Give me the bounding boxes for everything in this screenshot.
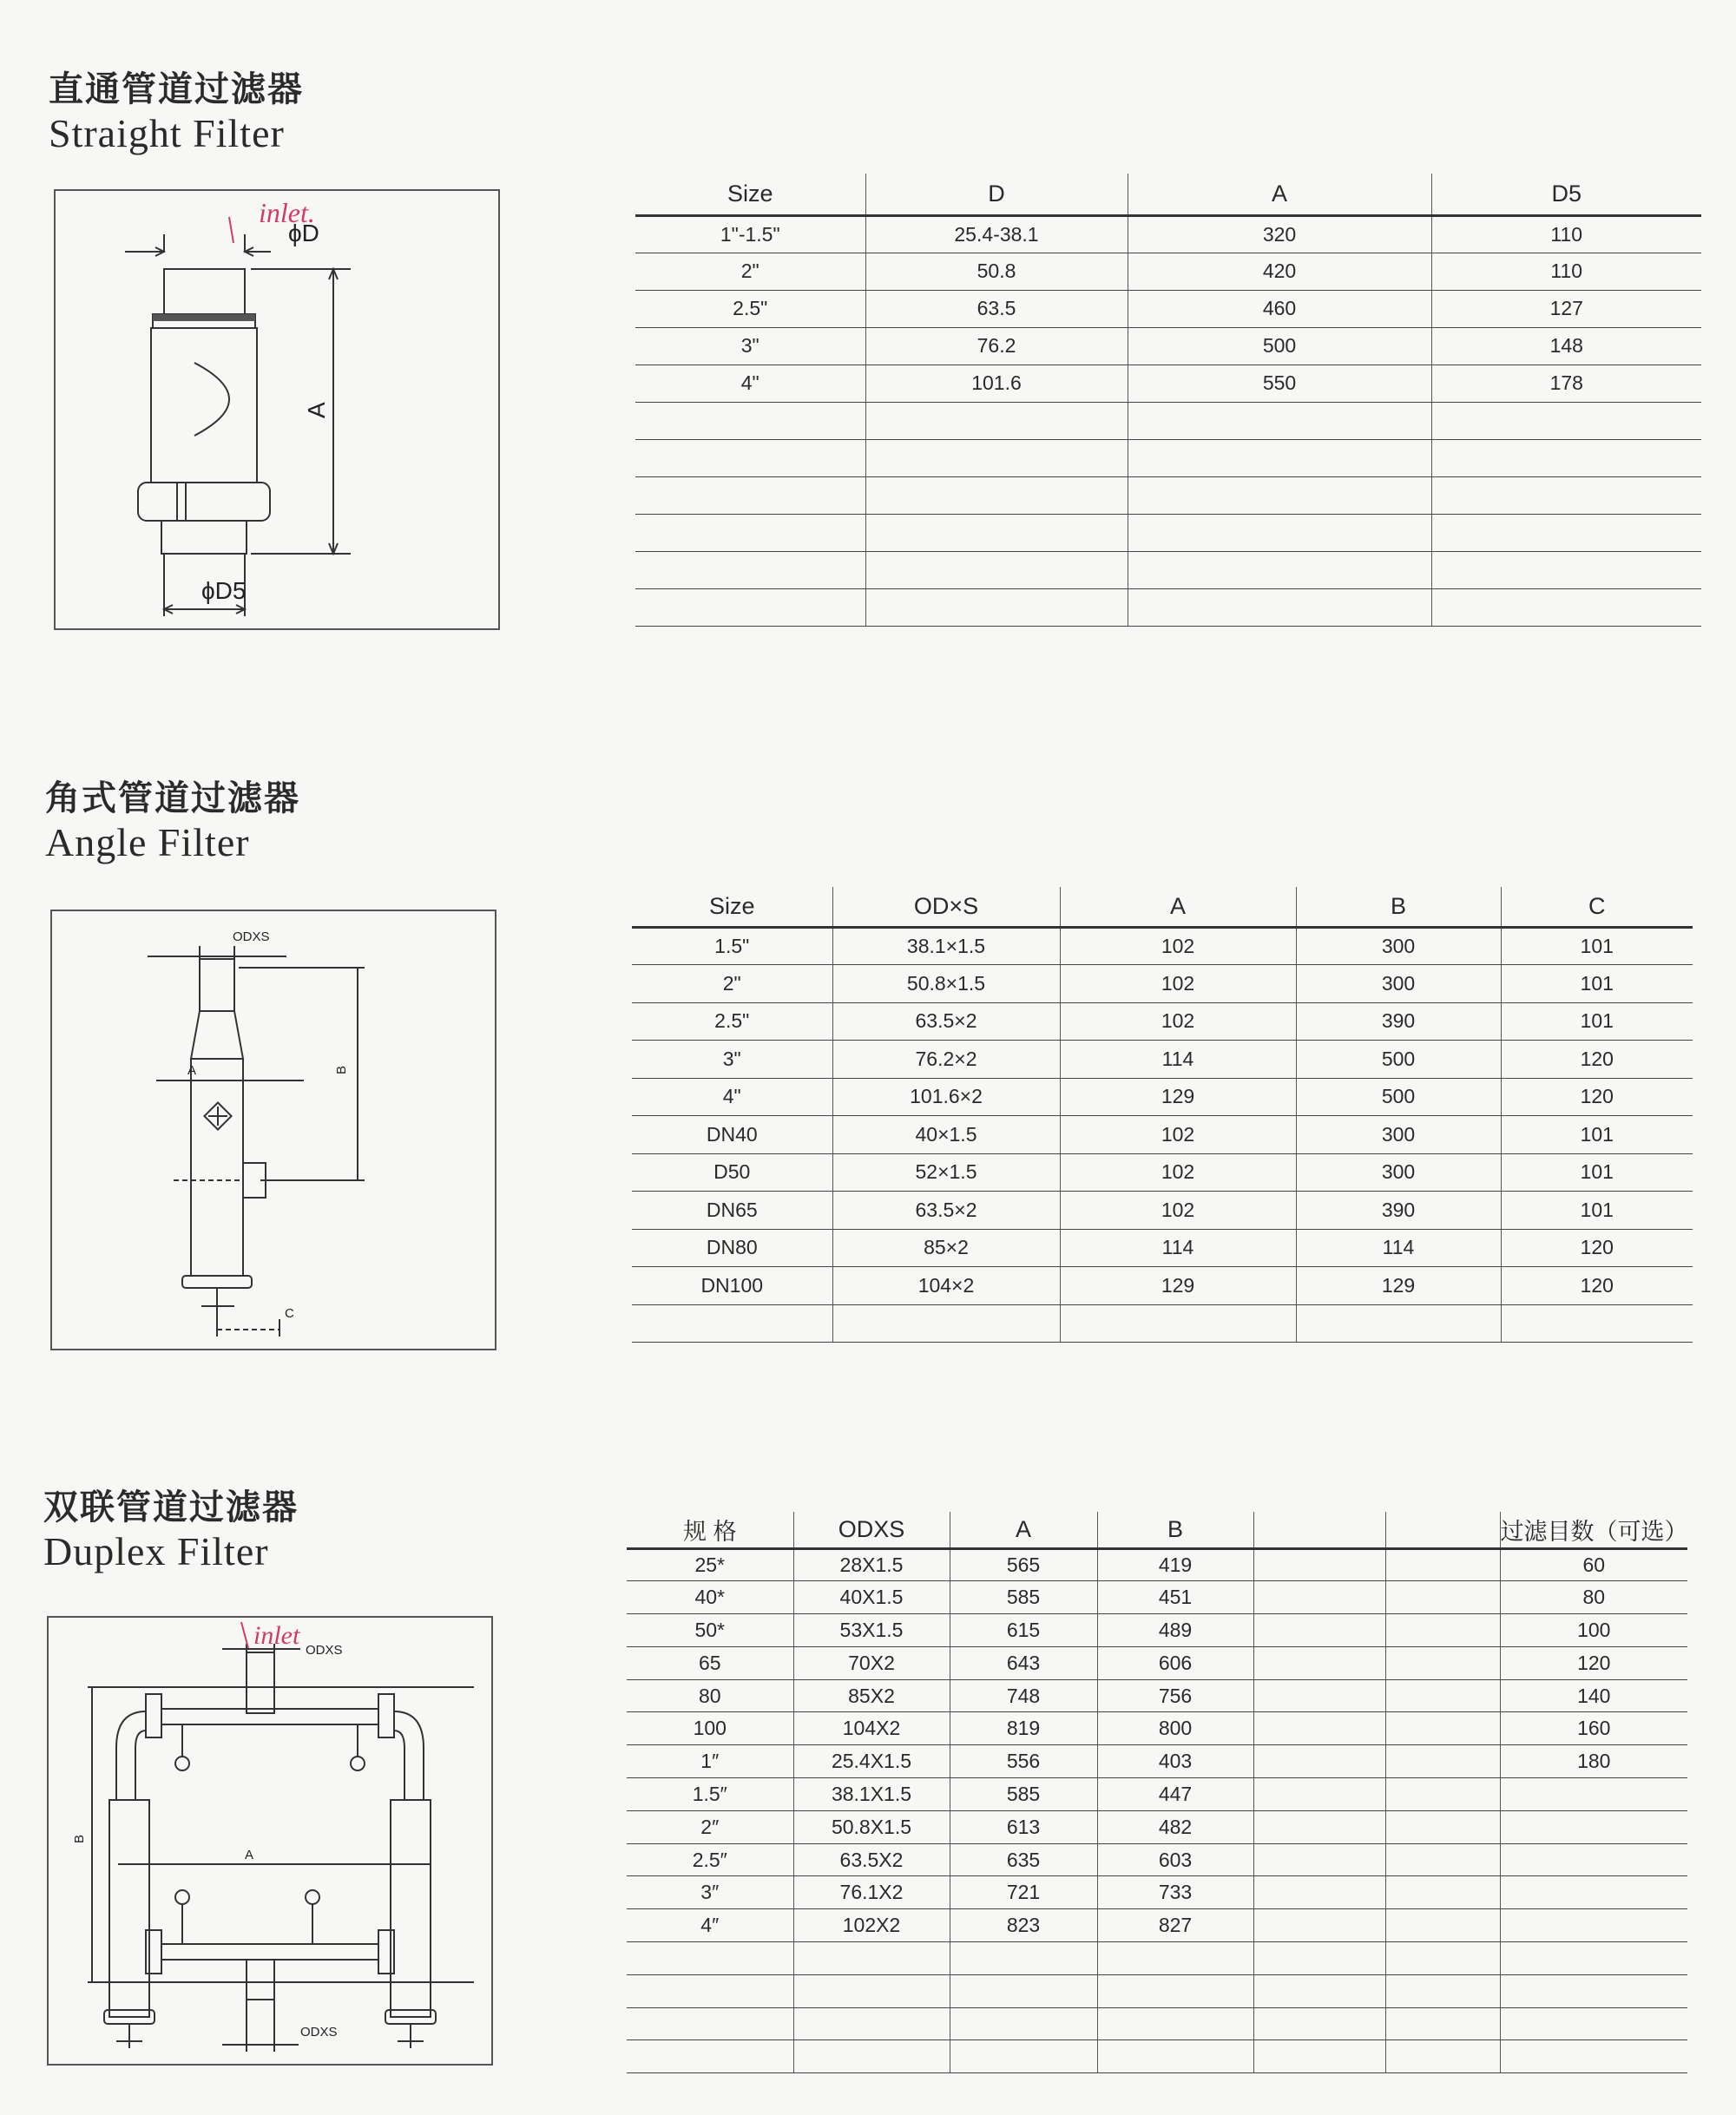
table-cell [1128,551,1431,588]
table-cell [793,2007,950,2040]
table-row [635,215,1701,253]
straight-header-col-2: A [1128,174,1431,215]
table-cell [1128,588,1431,626]
duplex-header-col-6: 过滤目数（可选） [1500,1512,1687,1548]
table-row [635,476,1701,514]
table-cell [1253,1745,1385,1778]
straight-filter-title-cn: 直通管道过滤器 [49,69,304,109]
duplex-label-odxs-top: ODXS [306,1643,343,1658]
table-cell: 101.6×2 [832,1078,1060,1116]
table-cell: D50 [632,1153,832,1192]
table-cell: 2" [632,965,832,1003]
table-cell [1060,1304,1296,1343]
table-cell [865,476,1128,514]
table-cell [627,1942,793,1975]
table-cell [1097,1942,1253,1975]
table-row [627,1810,1687,1843]
table-cell: 1.5″ [627,1778,793,1811]
table-cell [1128,402,1431,439]
table-row [627,1581,1687,1614]
table-cell [1296,1304,1501,1343]
angle-header-col-1: OD×S [832,887,1060,927]
table-cell: 300 [1296,927,1501,965]
table-cell: 101 [1501,965,1693,1003]
straight-label-d: ϕD [288,220,319,246]
table-row [627,2040,1687,2073]
table-cell: 3" [635,327,865,365]
table-row [632,1229,1693,1267]
table-row [627,1843,1687,1876]
table-cell: 63.5×2 [832,1192,1060,1230]
table-cell: 300 [1296,1116,1501,1154]
table-cell [1431,514,1701,551]
table-cell [1253,1646,1385,1679]
table-cell: 25.4-38.1 [865,215,1128,253]
table-cell: DN40 [632,1116,832,1154]
table-cell: 120 [1500,1646,1687,1679]
table-cell: 25.4X1.5 [793,1745,950,1778]
table-cell: 615 [950,1614,1097,1647]
straight-header-col-0: Size [635,174,865,215]
table-cell: 76.1X2 [793,1876,950,1909]
table-cell [1385,1876,1500,1909]
angle-filter-heading [45,777,300,865]
duplex-filter-diagram [47,1616,493,2066]
table-row [627,1712,1687,1745]
straight-inlet-annotation: inlet. [259,197,315,228]
table-cell: 104×2 [832,1267,1060,1305]
table-cell [635,402,865,439]
table-cell [1128,514,1431,551]
table-cell [1253,2040,1385,2073]
angle-label-c: C [285,1306,294,1321]
table-cell: 819 [950,1712,1097,1745]
table-cell: 390 [1296,1002,1501,1041]
table-cell: 110 [1431,253,1701,290]
table-row [632,1153,1693,1192]
table-cell: 76.2×2 [832,1041,1060,1079]
table-cell [1253,1810,1385,1843]
table-cell: 827 [1097,1909,1253,1942]
table-cell [1253,1876,1385,1909]
straight-label-d5: ϕD5 [201,577,247,604]
table-cell: 129 [1060,1078,1296,1116]
table-cell: 603 [1097,1843,1253,1876]
table-cell [1253,1974,1385,2007]
table-row [635,365,1701,402]
table-cell [1500,1909,1687,1942]
table-row [627,1876,1687,1909]
straight-label-a: A [303,402,330,418]
table-cell: 3" [632,1041,832,1079]
duplex-label-odxs-bottom: ODXS [300,2025,338,2039]
table-cell [1097,2007,1253,2040]
table-cell: 50.8X1.5 [793,1810,950,1843]
duplex-filter-heading [43,1486,299,1574]
table-cell: 180 [1500,1745,1687,1778]
table-cell: 2.5" [632,1002,832,1041]
table-cell [632,1304,832,1343]
duplex-filter-spec-table [627,1512,1687,2073]
table-cell: 823 [950,1909,1097,1942]
table-cell [1500,1810,1687,1843]
table-cell [865,439,1128,476]
duplex-header-col-1: ODXS [793,1512,950,1548]
table-cell: 76.2 [865,327,1128,365]
duplex-label-a: A [245,1848,254,1862]
table-cell: 100 [627,1712,793,1745]
table-cell: 390 [1296,1192,1501,1230]
table-cell: 101 [1501,1116,1693,1154]
table-cell: 420 [1128,253,1431,290]
table-cell [1253,1548,1385,1581]
table-cell [950,2040,1097,2073]
table-row [635,551,1701,588]
table-cell: 104X2 [793,1712,950,1745]
table-cell: 160 [1500,1712,1687,1745]
table-cell [1253,1843,1385,1876]
table-cell [793,1974,950,2007]
table-cell: 1.5" [632,927,832,965]
table-cell: 756 [1097,1679,1253,1712]
table-cell: 100 [1500,1614,1687,1647]
table-row [635,588,1701,626]
table-row [627,1942,1687,1975]
table-cell [1500,1843,1687,1876]
table-cell: 178 [1431,365,1701,402]
table-cell: 110 [1431,215,1701,253]
table-cell [1385,2040,1500,2073]
table-row [627,1646,1687,1679]
angle-label-b: B [334,1065,349,1074]
table-cell [1253,2007,1385,2040]
table-cell: 38.1×1.5 [832,927,1060,965]
table-cell [1385,1810,1500,1843]
straight-filter-diagram [54,189,500,630]
table-cell: 63.5X2 [793,1843,950,1876]
table-cell: 50* [627,1614,793,1647]
table-row [627,1548,1687,1581]
table-cell: 120 [1501,1041,1693,1079]
angle-header-col-3: B [1296,887,1501,927]
table-cell [1385,2007,1500,2040]
table-cell: 451 [1097,1581,1253,1614]
table-cell: 120 [1501,1267,1693,1305]
table-cell [1097,2040,1253,2073]
table-cell: 447 [1097,1778,1253,1811]
table-cell [1385,1679,1500,1712]
table-cell: 635 [950,1843,1097,1876]
table-row [635,514,1701,551]
table-cell [793,2040,950,2073]
duplex-header-col-2: A [950,1512,1097,1548]
table-cell: 148 [1431,327,1701,365]
table-cell: 1"-1.5" [635,215,865,253]
straight-filter-title-en: Straight Filter [49,111,285,155]
table-cell: 114 [1060,1041,1296,1079]
table-cell: 102X2 [793,1909,950,1942]
table-cell [1385,1778,1500,1811]
table-cell [1431,439,1701,476]
table-cell [865,514,1128,551]
table-cell: 489 [1097,1614,1253,1647]
table-cell: 85×2 [832,1229,1060,1267]
angle-label-a: A [187,1063,197,1078]
table-row [632,1002,1693,1041]
table-cell: 63.5 [865,290,1128,327]
table-cell [1385,1974,1500,2007]
table-cell: 114 [1296,1229,1501,1267]
duplex-header-col-5 [1385,1512,1500,1548]
table-cell [1385,1942,1500,1975]
table-cell: 52×1.5 [832,1153,1060,1192]
table-cell: 102 [1060,1116,1296,1154]
table-cell: 102 [1060,1192,1296,1230]
table-cell: 556 [950,1745,1097,1778]
table-cell [627,2007,793,2040]
table-cell [635,588,865,626]
table-row [627,1974,1687,2007]
table-cell [1385,1646,1500,1679]
table-cell: 2″ [627,1810,793,1843]
table-cell [1385,1712,1500,1745]
table-cell [1253,1942,1385,1975]
table-cell: 300 [1296,1153,1501,1192]
table-cell [627,1974,793,2007]
table-cell [1253,1581,1385,1614]
table-cell: 3″ [627,1876,793,1909]
table-row [632,1304,1693,1343]
duplex-filter-drawing [49,1618,491,2064]
table-cell: 585 [950,1581,1097,1614]
table-cell [1500,1876,1687,1909]
table-cell [1385,1843,1500,1876]
angle-header-col-4: C [1501,887,1693,927]
table-cell: 40X1.5 [793,1581,950,1614]
table-cell: 101.6 [865,365,1128,402]
table-cell: 53X1.5 [793,1614,950,1647]
table-cell: 127 [1431,290,1701,327]
table-row [627,1614,1687,1647]
table-cell: 120 [1501,1229,1693,1267]
table-row [632,927,1693,965]
angle-header-col-2: A [1060,887,1296,927]
straight-filter-drawing [56,191,498,628]
duplex-header-col-0: 规 格 [627,1512,793,1548]
table-cell [1385,1614,1500,1647]
table-cell [950,2007,1097,2040]
table-cell [1500,1974,1687,2007]
table-cell: 102 [1060,927,1296,965]
table-cell: 500 [1296,1041,1501,1079]
table-cell: 500 [1128,327,1431,365]
table-cell [865,402,1128,439]
straight-header-col-1: D [865,174,1128,215]
table-cell: 550 [1128,365,1431,402]
table-cell: 500 [1296,1078,1501,1116]
table-row [632,1116,1693,1154]
table-cell: 63.5×2 [832,1002,1060,1041]
table-cell [1431,476,1701,514]
table-cell [1500,2040,1687,2073]
table-cell [1500,2007,1687,2040]
table-cell: 2.5″ [627,1843,793,1876]
table-cell [1500,1942,1687,1975]
table-cell: 721 [950,1876,1097,1909]
table-cell: 320 [1128,215,1431,253]
table-cell: 70X2 [793,1646,950,1679]
table-row [632,1267,1693,1305]
table-cell: 101 [1501,1153,1693,1192]
table-cell: 129 [1060,1267,1296,1305]
duplex-inlet-annotation: inlet [253,1621,300,1650]
duplex-filter-title-cn: 双联管道过滤器 [43,1488,299,1527]
table-cell: 101 [1501,1192,1693,1230]
table-row [635,253,1701,290]
table-cell [950,1942,1097,1975]
table-cell [1253,1679,1385,1712]
table-cell [1431,402,1701,439]
table-cell [950,1974,1097,2007]
table-row [632,1041,1693,1079]
angle-header-col-0: Size [632,887,832,927]
angle-filter-diagram [50,910,496,1350]
table-cell [865,588,1128,626]
table-row [635,402,1701,439]
table-cell: 606 [1097,1646,1253,1679]
angle-filter-title-en: Angle Filter [45,820,250,864]
table-row [632,965,1693,1003]
straight-filter-spec-table [635,174,1701,627]
duplex-filter-title-en: Duplex Filter [43,1529,269,1573]
table-cell [1385,1581,1500,1614]
table-row [635,327,1701,365]
table-cell: 102 [1060,965,1296,1003]
table-row [632,1192,1693,1230]
table-cell [635,476,865,514]
table-cell [1385,1909,1500,1942]
angle-filter-drawing [52,911,495,1349]
straight-filter-heading [49,68,304,156]
table-cell: 419 [1097,1548,1253,1581]
table-cell [793,1942,950,1975]
table-cell [1500,1778,1687,1811]
table-cell: 65 [627,1646,793,1679]
table-cell [635,514,865,551]
table-cell: 4" [632,1078,832,1116]
table-cell: 25* [627,1548,793,1581]
straight-header-col-3: D5 [1431,174,1701,215]
table-cell: 50.8×1.5 [832,965,1060,1003]
table-cell: 4″ [627,1909,793,1942]
table-cell: 40* [627,1581,793,1614]
table-cell: 565 [950,1548,1097,1581]
table-cell [865,551,1128,588]
table-cell [1253,1614,1385,1647]
table-cell: 40×1.5 [832,1116,1060,1154]
table-cell: 1″ [627,1745,793,1778]
table-cell: 748 [950,1679,1097,1712]
table-cell [1431,551,1701,588]
table-cell: 80 [1500,1581,1687,1614]
angle-filter-spec-table [632,887,1693,1343]
duplex-label-b: B [72,1834,87,1843]
table-cell: 4" [635,365,865,402]
table-cell: 129 [1296,1267,1501,1305]
table-cell: 403 [1097,1745,1253,1778]
table-cell [1097,1974,1253,2007]
table-cell: 114 [1060,1229,1296,1267]
angle-label-odxs: ODXS [233,929,270,944]
table-cell [1128,439,1431,476]
table-cell: 50.8 [865,253,1128,290]
table-cell: 585 [950,1778,1097,1811]
table-cell: 2" [635,253,865,290]
table-cell [1253,1712,1385,1745]
table-cell: 120 [1501,1078,1693,1116]
table-cell: 800 [1097,1712,1253,1745]
angle-filter-title-cn: 角式管道过滤器 [45,778,300,818]
table-row [635,290,1701,327]
table-cell: 300 [1296,965,1501,1003]
table-cell: 60 [1500,1548,1687,1581]
table-cell [1501,1304,1693,1343]
table-cell: 102 [1060,1002,1296,1041]
table-cell: 613 [950,1810,1097,1843]
table-cell: 643 [950,1646,1097,1679]
table-row [632,1078,1693,1116]
table-row [627,1778,1687,1811]
table-row [627,1909,1687,1942]
table-cell: 2.5" [635,290,865,327]
table-cell [1253,1909,1385,1942]
table-cell: 460 [1128,290,1431,327]
table-cell: 733 [1097,1876,1253,1909]
table-cell [1253,1778,1385,1811]
table-cell [1385,1548,1500,1581]
table-cell: 101 [1501,927,1693,965]
table-cell: 80 [627,1679,793,1712]
table-cell: 28X1.5 [793,1548,950,1581]
table-row [627,1679,1687,1712]
table-cell: DN80 [632,1229,832,1267]
table-cell: 102 [1060,1153,1296,1192]
table-cell: DN65 [632,1192,832,1230]
table-row [627,2007,1687,2040]
table-cell: 482 [1097,1810,1253,1843]
table-cell [1431,588,1701,626]
table-row [635,439,1701,476]
table-cell [1128,476,1431,514]
table-cell [627,2040,793,2073]
table-cell: 101 [1501,1002,1693,1041]
table-cell [635,439,865,476]
table-cell: 38.1X1.5 [793,1778,950,1811]
table-row [627,1745,1687,1778]
table-cell [635,551,865,588]
table-cell: DN100 [632,1267,832,1305]
table-cell [1385,1745,1500,1778]
table-cell [832,1304,1060,1343]
table-cell: 85X2 [793,1679,950,1712]
duplex-header-col-3: B [1097,1512,1253,1548]
duplex-header-col-4 [1253,1512,1385,1548]
table-cell: 140 [1500,1679,1687,1712]
